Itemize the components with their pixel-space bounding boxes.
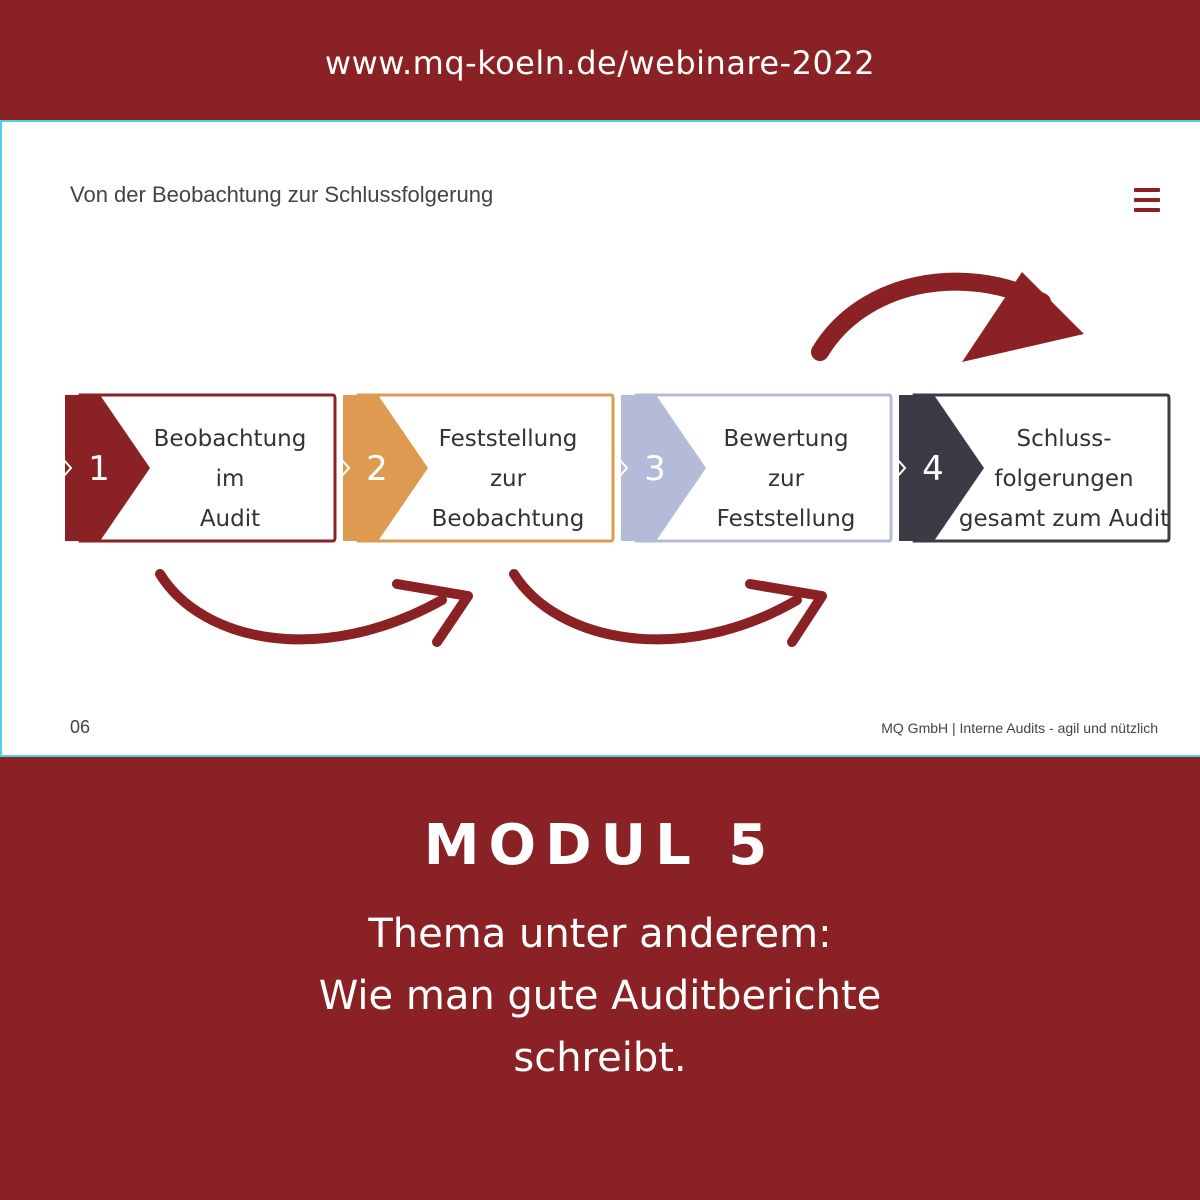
step-4: [897, 395, 1169, 541]
step-4-number: 4: [922, 449, 944, 489]
bottom-panel: [0, 757, 1200, 1200]
step-1-label-line-3: Audit: [199, 506, 261, 532]
step-3-label-line-2: zur: [767, 466, 805, 492]
slide-title: Von der Beobachtung zur Schlussfolgerung: [70, 182, 494, 207]
step-2: [341, 395, 613, 541]
process-diagram: [2, 122, 1200, 759]
step-3-number: 3: [644, 449, 666, 489]
subtitle-line-2: Wie man gute Auditberichte: [318, 973, 882, 1019]
step-4-label-line-2: folgerungen: [994, 466, 1134, 492]
website-url[interactable]: www.mq-koeln.de/webinare-2022: [324, 44, 876, 82]
step-1-number: 1: [88, 449, 110, 489]
subtitle-line-1: Thema unter anderem:: [368, 911, 832, 957]
step-2-number: 2: [366, 449, 388, 489]
step-2-label-line-1: Feststellung: [438, 426, 578, 452]
step-1-label-line-1: Beobachtung: [153, 426, 307, 452]
module-title: MODUL 5: [423, 813, 777, 878]
step-3-label-line-1: Bewertung: [723, 426, 849, 452]
module-subtitle: [0, 903, 1200, 1089]
top-banner: [0, 0, 1200, 120]
step-4-label-line-3: gesamt zum Audit: [958, 506, 1170, 532]
steps-group: [63, 395, 1169, 541]
step-3-label-line-3: Feststellung: [716, 506, 856, 532]
subtitle-line-3: schreibt.: [513, 1035, 687, 1081]
page-number: 06: [70, 717, 91, 737]
step-1: [63, 395, 335, 541]
step-2-label-line-2: zur: [489, 466, 527, 492]
step-4-label-line-1: Schluss-: [1016, 426, 1112, 452]
step-2-label-line-3: Beobachtung: [431, 506, 585, 532]
step-3: [619, 395, 891, 541]
slide-preview: [0, 120, 1200, 757]
step-1-label-line-2: im: [215, 466, 245, 492]
slide-footer: MQ GmbH | Interne Audits - agil und nützlich: [881, 720, 1158, 736]
